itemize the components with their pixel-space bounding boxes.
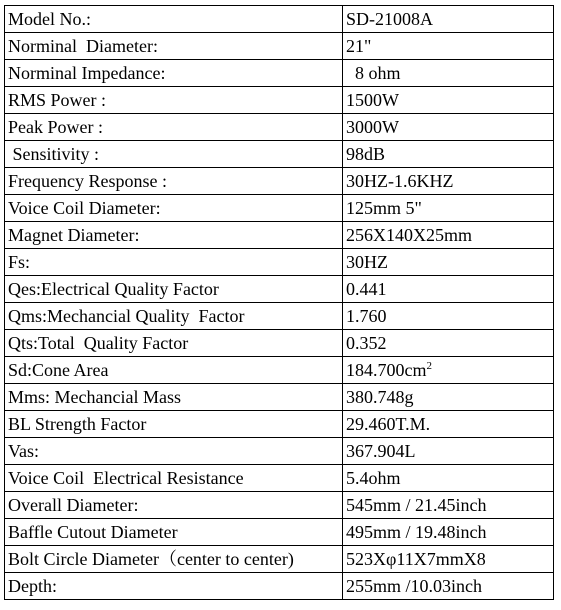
superscript: 2	[426, 360, 432, 372]
spec-label: Norminal Diameter:	[5, 33, 343, 60]
spec-value: 21"	[343, 33, 554, 60]
table-row	[5, 195, 554, 222]
spec-value: 523Xφ11X7mmX8	[343, 546, 554, 573]
table-row	[5, 114, 554, 141]
spec-label: Depth:	[5, 573, 343, 600]
spec-value: 545mm / 21.45inch	[343, 492, 554, 519]
table-row	[5, 465, 554, 492]
table-row	[5, 141, 554, 168]
spec-label: Mms: Mechancial Mass	[5, 384, 343, 411]
table-row	[5, 384, 554, 411]
spec-label: Peak Power :	[5, 114, 343, 141]
spec-value-text: 184.700cm	[346, 360, 427, 380]
spec-value: 255mm /10.03inch	[343, 573, 554, 600]
spec-label: Qes:Electrical Quality Factor	[5, 276, 343, 303]
spec-value: 3000W	[343, 114, 554, 141]
spec-value: 0.441	[343, 276, 554, 303]
spec-label: Baffle Cutout Diameter	[5, 519, 343, 546]
spec-label: Vas:	[5, 438, 343, 465]
spec-value: 98dB	[343, 141, 554, 168]
spec-value: 8 ohm	[343, 60, 554, 87]
table-row	[5, 303, 554, 330]
spec-label: Voice Coil Diameter:	[5, 195, 343, 222]
spec-table-body	[5, 6, 554, 600]
spec-label: Model No.:	[5, 6, 343, 33]
table-row	[5, 573, 554, 600]
spec-label: Qms:Mechancial Quality Factor	[5, 303, 343, 330]
table-row	[5, 222, 554, 249]
table-row	[5, 519, 554, 546]
table-row	[5, 411, 554, 438]
spec-label: Overall Diameter:	[5, 492, 343, 519]
spec-value: 29.460T.M.	[343, 411, 554, 438]
spec-value: 30HZ-1.6KHZ	[343, 168, 554, 195]
spec-label: Bolt Circle Diameter（center to center)	[5, 546, 343, 573]
spec-value: 125mm 5"	[343, 195, 554, 222]
spec-label: Sensitivity :	[5, 141, 343, 168]
spec-label: Fs:	[5, 249, 343, 276]
table-row	[5, 60, 554, 87]
spec-value	[343, 357, 554, 384]
table-row	[5, 276, 554, 303]
spec-label: BL Strength Factor	[5, 411, 343, 438]
table-row	[5, 357, 554, 384]
table-row	[5, 546, 554, 573]
table-row	[5, 168, 554, 195]
spec-table	[4, 5, 554, 600]
spec-value: 0.352	[343, 330, 554, 357]
spec-label: Sd:Cone Area	[5, 357, 343, 384]
table-row	[5, 330, 554, 357]
table-row	[5, 249, 554, 276]
spec-value: SD-21008A	[343, 6, 554, 33]
spec-label: Frequency Response :	[5, 168, 343, 195]
table-row	[5, 492, 554, 519]
table-row	[5, 87, 554, 114]
spec-value: 1500W	[343, 87, 554, 114]
table-row	[5, 6, 554, 33]
spec-label: Voice Coil Electrical Resistance	[5, 465, 343, 492]
spec-value: 380.748g	[343, 384, 554, 411]
table-row	[5, 33, 554, 60]
spec-label: RMS Power :	[5, 87, 343, 114]
spec-value: 256X140X25mm	[343, 222, 554, 249]
spec-value: 5.4ohm	[343, 465, 554, 492]
spec-label: Qts:Total Quality Factor	[5, 330, 343, 357]
spec-label: Norminal Impedance:	[5, 60, 343, 87]
spec-value: 1.760	[343, 303, 554, 330]
spec-value: 30HZ	[343, 249, 554, 276]
spec-label: Magnet Diameter:	[5, 222, 343, 249]
table-row	[5, 438, 554, 465]
spec-value: 495mm / 19.48inch	[343, 519, 554, 546]
spec-value: 367.904L	[343, 438, 554, 465]
